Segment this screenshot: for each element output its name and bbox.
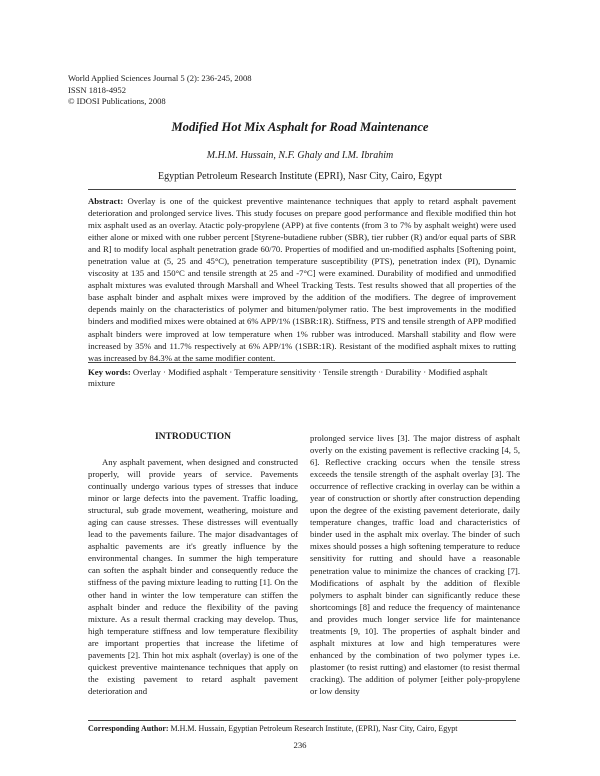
page-number: 236 xyxy=(293,740,307,750)
abstract-text: Overlay is one of the quickest preventive maintenance techniques that apply to retard asphalt pavement deterioration and prolonged service lives. This study focuses on prepare good performance and flexible modified thin hot mix asphalt used as an overlay. Atactic poly-propylene (APP) at five contents (from 3 to 7% by asphalt weight) were used either alone or mixed with one rubber percent [Styrene-butadiene rubber (SBR), tier rubber (R) and/or equal parts of SBR and R] to modify local asphalt penetration grade 60/70. Properties of modified and un-modified asphalts [Softening point, penetration value at (5, 25 and 45°C), penetration temperature susceptibility (PTS), penetration index (PI), Dynamic viscosity at 135 and 150°C and tensile strength at 25 and -7°C] were examined. Durability of modified and unmodified asphalt mixtures was evaluted through Marshall and Wheel Tracking Tests. Test results showed that all properties of the base asphalt binder and asphalt mixes were improved by the addition of the modifiers. The degree of improvement depends mainly on the characteristics of polymer and bitumen/polymer ratio. The best improvements in the modified binders and modified mixes were obtained at 6% APP/1% (1SBR:1R). Stiffness, PTS and tensile strength of APP modified asphalt binders were improved at low temperature when 1% rubber was introduced. Marshall stability and flow were increased by 35% and 11.7% respectively at 6% APP/1% (1SBR:1R). Resistant of the modified asphalt mixes to rutting was increased by 84.3% at the same modifier content. xyxy=(88,196,516,363)
footer-label: Corresponding Author: xyxy=(88,724,169,733)
introduction-left-text: Any asphalt pavement, when designed and constructed properly, will provide years of service. Pavements continually undergo various types of stresses that induce minor or large defects into the pavement. Traffic loading, structural, sub grade movement, weathering, moisture and aging can cause stresses. These distresses will eventually lead to the pavements failure. The major disadvantages of asphaltic pavements are it's greatly influence by the environmental changes. In summer the high temperature can soften the asphalt binder and consequently reduce the stiffness of the paving mixture leading to rutting [1]. On the other hand in winter the low temperature can stiffen the asphalt binder and reduce the flexibility of the paving mixture. As a result thermal cracking may develop. Thus, high temperature stiffness and low temperature flexibility are important properties that increase the lifetime of pavements [2]. Thin hot mix asphalt (overlay) is one of the quickest preventive maintenance techniques that apply on the existing pavement to retard asphalt pavement deterioration and xyxy=(88,457,298,696)
keywords-text: Overlay · Modified asphalt · Temperature sensitivity · Tensile strength · Durability · Modified asphalt mixture xyxy=(88,367,488,389)
corresponding-author xyxy=(88,724,516,734)
journal-citation: World Applied Sciences Journal 5 (2): 236-245, 2008 xyxy=(68,73,252,83)
abstract xyxy=(88,195,516,364)
introduction-heading: INTRODUCTION xyxy=(154,432,231,442)
paper-affiliation: Egyptian Petroleum Research Institute (EPRI), Nasr City, Cairo, Egypt xyxy=(157,171,443,182)
abstract-bottom-rule xyxy=(88,362,516,363)
abstract-top-rule xyxy=(88,189,516,190)
journal-header xyxy=(68,73,252,108)
footer-text: M.H.M. Hussain, Egyptian Petroleum Research Institute, (EPRI), Nasr City, Cairo, Egypt xyxy=(170,724,458,733)
paper-authors: M.H.M. Hussain, N.F. Ghaly and I.M. Ibrahim xyxy=(206,150,394,161)
introduction-left-column xyxy=(88,456,298,697)
introduction-right-text: prolonged service lives [3]. The major distress of asphalt overly on the existing pavement is reflective cracking [4, 5, 6]. Reflective cracking occurs when the tensile stress exceeds the tensile strength of the asphalt overlay [3]. The occurrence of reflective cracking in overlay can be within a year of construction or shortly after construction depending upon the degree of the existing pavement deteriorate, daily temperature changes, traffic load and characteristics of binder used in the asphalt mix overlay. The binder of such mixes should posses a high softening temperature to reduce sensitivity for rutting and should have a reasonable penetration value to minimize the chances of cracking [7]. Modifications of asphalt by the addition of flexible polymers to asphalt binder can significantly reduce these shortcomings [8] and reduce the frequency of maintenance and provides much longer service life for maintenance treatments [9, 10]. The properties of asphalt binder and asphalt mixtures at low and high temperatures were enhanced by the combination of two polymer types i.e. plastomer (to resist rutting) and elastomer (to resist thermal cracking). The addition of polymer [either poly-propylene or low density xyxy=(310,433,520,696)
introduction-right-column xyxy=(310,432,520,697)
paper-title: Modified Hot Mix Asphalt for Road Maintenance xyxy=(171,120,429,134)
keywords-label: Key words: xyxy=(88,367,131,377)
journal-copyright: © IDOSI Publications, 2008 xyxy=(68,96,166,107)
abstract-label: Abstract: xyxy=(88,196,124,206)
journal-issn: ISSN 1818-4952 xyxy=(68,84,127,95)
footer-rule xyxy=(88,720,516,721)
keywords xyxy=(88,367,516,389)
